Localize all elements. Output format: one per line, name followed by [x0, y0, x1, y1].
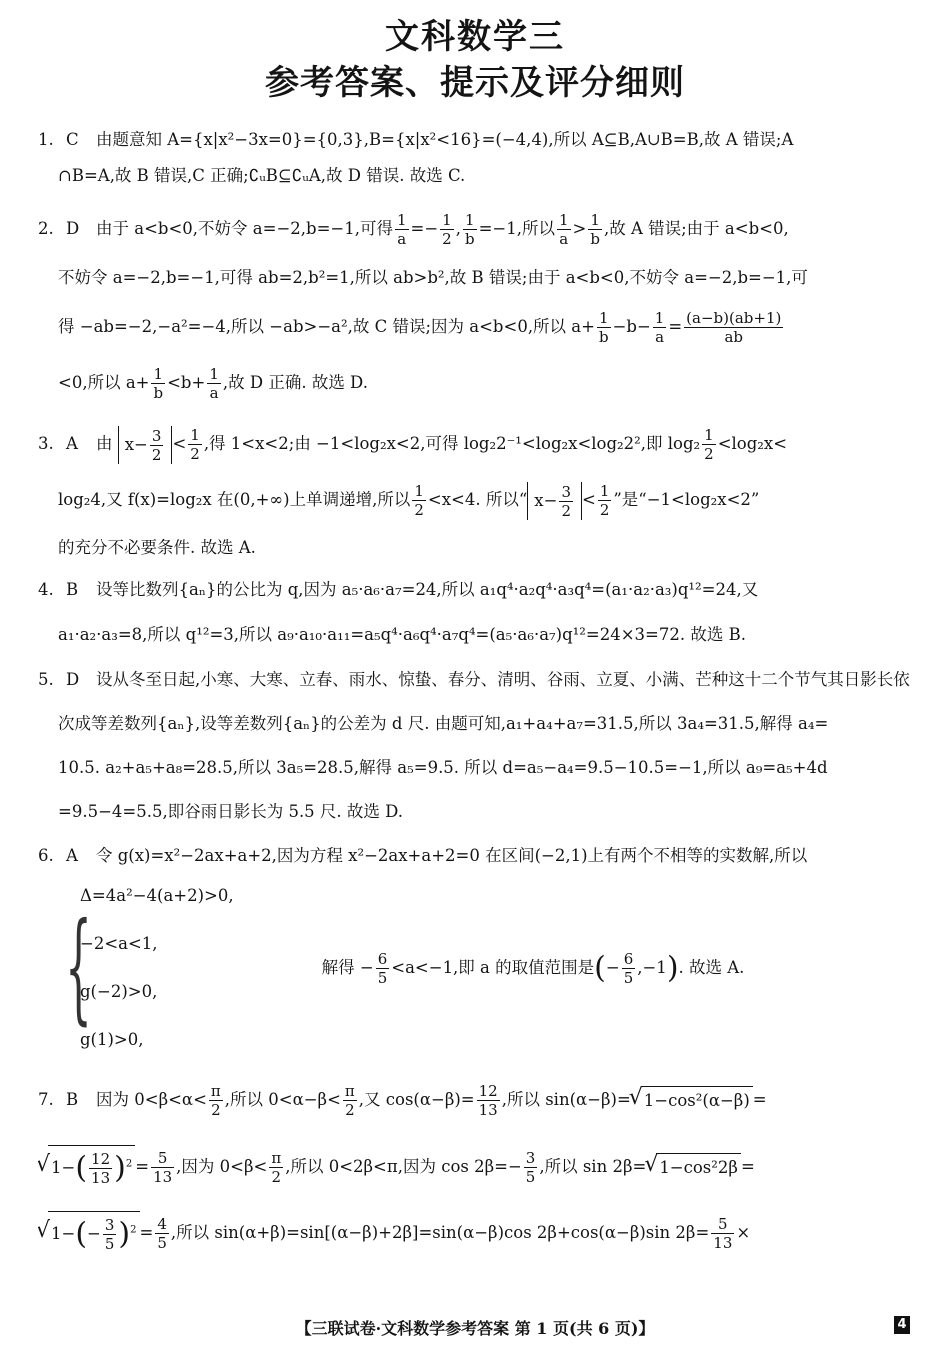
solution-text: 因为 0<β<α< [96, 1090, 207, 1109]
fraction: $\frac{\pi}{2}$ [271, 1149, 282, 1186]
fraction: $\frac{\pi}{2}$ [210, 1082, 221, 1119]
solution-text: ∩B=A,故 B 错误,C 正确;∁ᵤB⊆∁ᵤA,故 D 错误. 故选 C. [58, 166, 466, 185]
system-result: 解得 − $\frac{6}{5}$ <a<−1,即 a 的取值范围是(− $\frac{6}{5}$ ,−1). 故选 A. [321, 949, 745, 987]
fraction: $\frac{1}{b}$ [464, 211, 475, 248]
answer-choice: C [66, 130, 79, 149]
problem-2 [38, 208, 912, 404]
solution-text: 令 g(x)=x²−2ax+a+2,因为方程 x²−2ax+a+2=0 在区间(−2,1)上有两个不相等的实数解,所以 [96, 846, 808, 865]
solution-text: 10.5. a₂+a₅+a₈=28.5,所以 3a₅=28.5,解得 a₅=9.5. 所以 d=a₅−a₄=9.5−10.5=−1,所以 a₉=a₅+4d [58, 758, 828, 777]
page-footer: 【三联试卷·文科数学参考答案 第 1 页(共 6 页)】 [295, 1319, 655, 1338]
problem-number: 7. [38, 1090, 54, 1109]
fraction: $\frac{1}{b}$ [598, 309, 609, 346]
system-line: Δ=4a²−4(a+2)>0, [80, 886, 234, 905]
solution-text: = [135, 1157, 150, 1176]
solution-text: log₂4,又 f(x)=log₂x 在(0,+∞)上单调递增,所以 [58, 490, 411, 509]
fraction: $\frac{1}{a}$ [396, 211, 407, 248]
left-brace: { [65, 898, 92, 1037]
solution-text: <0,所以 a+ [58, 373, 150, 392]
solution-text: 设等比数列{aₙ}的公比为 q,因为 a₅·a₆·a₇=24,所以 a₁q⁴·a₂q⁴·a₃q⁴=(a₁·a₂·a₃)q¹²=24,又 [96, 580, 759, 599]
solution-text: ,所以 0<2β<π,因为 cos 2β=− [285, 1157, 522, 1176]
square-root: √ 1−( $\frac{12}{13}$ )$^2$ [48, 1145, 135, 1191]
answer-body [38, 128, 912, 1258]
problem-4 [38, 578, 912, 647]
square-root: √ 1−cos²2β [656, 1153, 741, 1182]
fraction: $\frac{1}{2}$ [442, 211, 452, 248]
solution-text: = [139, 1223, 154, 1242]
title-block [0, 14, 950, 106]
fraction: $\frac{4}{5}$ [157, 1215, 167, 1252]
inequality-system [38, 872, 912, 1064]
system-line: g(−2)>0, [80, 982, 158, 1001]
solution-text: ,又 cos(α−β)= [358, 1090, 475, 1109]
solution-text: 由 [96, 434, 113, 453]
absolute-value: x− $\frac{3}{2}$ [118, 426, 173, 464]
fraction: $\frac{1}{2}$ [414, 482, 424, 519]
answer-choice: A [66, 434, 78, 453]
solution-text: =9.5−4=5.5,即谷雨日影长为 5.5 尺. 故选 D. [58, 802, 404, 821]
problem-number: 1. [38, 130, 54, 149]
fraction: $\frac{3}{5}$ [525, 1149, 536, 1186]
problem-1 [38, 128, 912, 188]
solution-text: , [455, 219, 461, 238]
problem-number: 6. [38, 846, 54, 865]
system-lines [80, 872, 234, 1064]
solution-text: <x<4. 所以“ [427, 490, 528, 509]
fraction: $\frac{\pi}{2}$ [344, 1082, 355, 1119]
problem-6 [38, 844, 912, 1064]
solution-text: a₁·a₂·a₃=8,所以 q¹²=3,所以 a₉·a₁₀·a₁₁=a₅q⁴·a₆q⁴·a₇q⁴=(a₅·a₆·a₇)q¹²=24×3=72. 故选 B. [58, 625, 746, 644]
solution-text: × [736, 1223, 751, 1242]
answer-choice: B [66, 1090, 79, 1109]
solution-text: < [581, 490, 596, 509]
fraction: $\frac{1}{a}$ [209, 365, 219, 402]
fraction: $\frac{1}{b}$ [153, 365, 164, 402]
solution-text: 不妨令 a=−2,b=−1,可得 ab=2,b²=1,所以 ab>b²,故 B 错误;由于 a<b<0,不妨令 a=−2,b=−1,可 [58, 268, 808, 287]
problem-5 [38, 668, 912, 824]
system-line: g(1)>0, [80, 1030, 144, 1049]
doc-title: 文科数学三 [385, 17, 565, 57]
solution-text: 由题意知 A={x|x²−3x=0}={0,3},B={x|x²<16}=(−4,4),所以 A⊆B,A∪B=B,故 A 错误;A [96, 130, 794, 149]
problem-number: 3. [38, 434, 54, 453]
problem-number: 5. [38, 670, 54, 689]
system-line: −2<a<1, [80, 934, 158, 953]
page-badge: 4 [894, 1316, 910, 1334]
solution-text: = [740, 1157, 755, 1176]
answer-choice: D [66, 670, 80, 689]
solution-text: =−1,所以 [478, 219, 555, 238]
solution-text: 的充分不必要条件. 故选 A. [58, 538, 256, 557]
solution-text: =− [410, 219, 439, 238]
solution-text: 设从冬至日起,小寒、大寒、立春、雨水、惊蛰、春分、清明、谷雨、立夏、小满、芒种这十二个节气其日影长依 [96, 670, 910, 689]
answer-choice: D [66, 219, 80, 238]
solution-text: = [668, 317, 683, 336]
answer-choice: B [66, 580, 79, 599]
fraction: $\frac{12}{13}$ [478, 1082, 498, 1119]
square-root: √ 1−cos²(α−β) [641, 1086, 753, 1115]
fraction: $\frac{1}{2}$ [190, 426, 200, 463]
fraction: $\frac{5}{13}$ [713, 1215, 733, 1252]
solution-text: <b+ [167, 373, 206, 392]
solution-text: ”是“−1<log₂x<2” [613, 490, 760, 509]
doc-subtitle: 参考答案、提示及评分细则 [265, 63, 685, 103]
fraction: $\frac{5}{13}$ [153, 1149, 173, 1186]
solution-text: 得 −ab=−2,−a²=−4,所以 −ab>−a²,故 C 错误;因为 a<b<0,所以 a+ [58, 317, 595, 336]
solution-text: ,所以 sin(α−β)= [501, 1090, 631, 1109]
problem-3 [38, 422, 912, 560]
problem-number: 4. [38, 580, 54, 599]
solution-text: 由于 a<b<0,不妨令 a=−2,b=−1,可得 [96, 219, 393, 238]
square-root: √ 1−(− $\frac{3}{5}$ )$^2$ [48, 1211, 140, 1257]
fraction: $\frac{1}{a}$ [558, 211, 569, 248]
fraction: $\frac{1}{b}$ [590, 211, 600, 248]
solution-text: 次成等差数列{aₙ},设等差数列{aₙ}的公差为 d 尺. 由题可知,a₁+a₄+a₇=31.5,所以 3a₄=31.5,解得 a₄= [58, 714, 829, 733]
absolute-value: x− $\frac{3}{2}$ [527, 482, 582, 520]
fraction: $\frac{(a-b)(ab+1)}{ab}$ [686, 309, 782, 346]
fraction: $\frac{1}{2}$ [704, 426, 714, 463]
solution-text: ,所以 sin 2β= [539, 1157, 647, 1176]
solution-text: = [752, 1090, 767, 1109]
solution-text: ,所以 0<α−β< [224, 1090, 341, 1109]
solution-text: > [572, 219, 587, 238]
problem-number: 2. [38, 219, 54, 238]
solution-text: ,所以 sin(α+β)=sin[(α−β)+2β]=sin(α−β)cos 2β+cos(α−β)sin 2β= [170, 1223, 710, 1242]
solution-text: < [172, 434, 187, 453]
solution-text: ,因为 0<β< [176, 1157, 268, 1176]
problem-7 [38, 1078, 912, 1258]
answer-choice: A [66, 846, 78, 865]
fraction: $\frac{1}{2}$ [599, 482, 610, 519]
solution-text: ,故 A 错误;由于 a<b<0, [603, 219, 789, 238]
solution-text: ,得 1<x<2;由 −1<log₂x<2,可得 log₂2⁻¹<log₂x<log₂2²,即 log₂ [203, 434, 701, 453]
fraction: $\frac{1}{a}$ [654, 309, 665, 346]
solution-text: <log₂x< [717, 434, 788, 453]
solution-text: −b− [612, 317, 651, 336]
solution-text: ,故 D 正确. 故选 D. [222, 373, 368, 392]
